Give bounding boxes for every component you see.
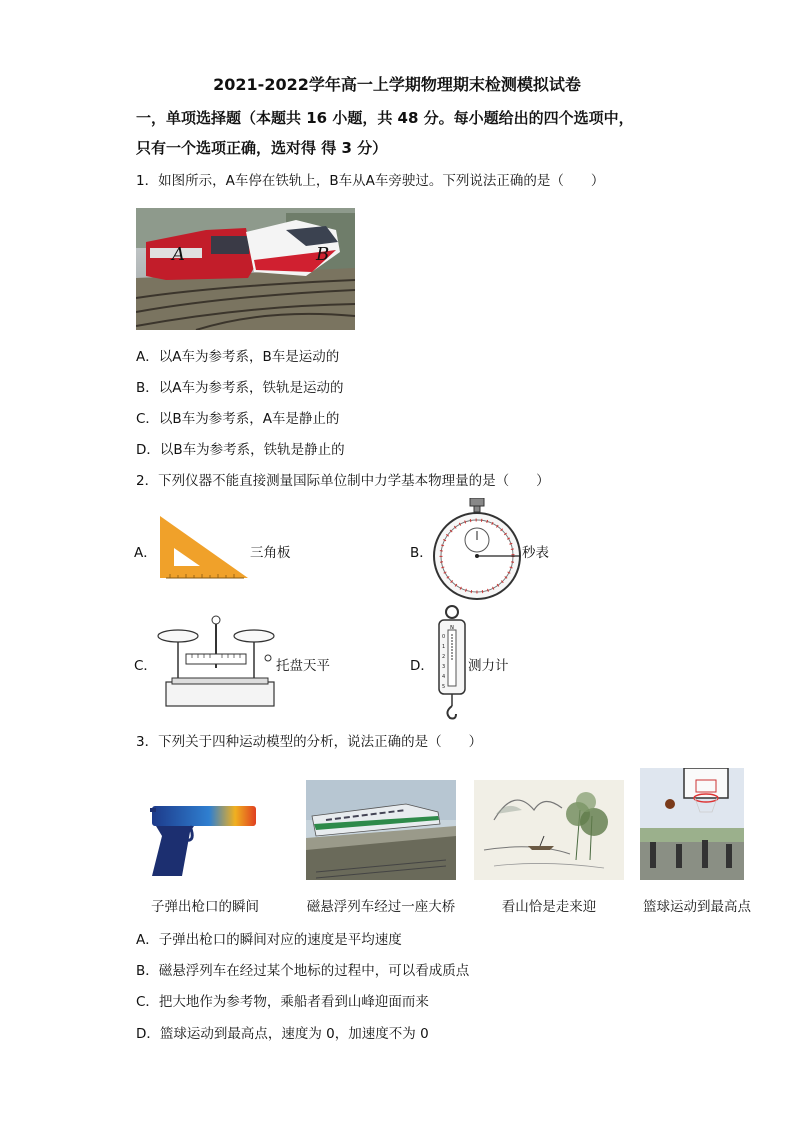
- question-1-option-d: D．以B车为参考系，铁轨是静止的: [136, 442, 345, 458]
- question-2-option-b-letter: B．: [410, 545, 433, 561]
- question-1-option-a: A．以A车为参考系，B车是运动的: [136, 349, 340, 365]
- scale-mark-4: 4: [442, 674, 446, 680]
- balance-scale-icon: [156, 612, 280, 710]
- scale-mark-0: 0: [442, 634, 446, 640]
- caption-mountain: 看山恰是走来迎: [501, 899, 597, 915]
- trains-photo: [136, 208, 355, 330]
- question-2-option-a-letter: A．: [134, 545, 157, 561]
- question-2-option-c-letter: C．: [134, 658, 157, 674]
- scale-mark-2: 2: [442, 654, 446, 660]
- train-label-b: B: [316, 244, 330, 265]
- basketball-photo: [640, 768, 744, 880]
- question-3-stem: 3．下列关于四种运动模型的分析，说法正确的是（ ）: [136, 734, 483, 750]
- train-label-a: A: [172, 244, 185, 265]
- question-1-option-b: B．以A车为参考系，铁轨是运动的: [136, 380, 344, 396]
- section-header-line2: 只有一个选项正确，选对得 得 3 分）: [136, 139, 388, 157]
- caption-maglev: 磁悬浮列车经过一座大桥: [306, 899, 456, 915]
- question-2-option-d-name: 测力计: [468, 658, 509, 674]
- caption-basketball: 篮球运动到最高点: [643, 899, 751, 915]
- question-3-option-b: B．磁悬浮列车在经过某个地标的过程中，可以看成质点: [136, 963, 470, 979]
- scale-mark-3: 3: [442, 664, 446, 670]
- pistol-image: [146, 796, 260, 880]
- caption-bullet: 子弹出枪口的瞬间: [151, 899, 259, 915]
- question-2-option-a-name: 三角板: [250, 545, 291, 561]
- question-1-stem: 1．如图所示，A车停在铁轨上，B车从A车旁驶过。下列说法正确的是（ ）: [136, 173, 605, 189]
- spring-scale-icon: [434, 604, 470, 722]
- question-2-option-c-name: 托盘天平: [276, 658, 330, 674]
- stopwatch-icon: [432, 498, 522, 602]
- question-2-option-b-name: 秒表: [522, 545, 549, 561]
- page-title: 2021-2022学年高一上学期物理期末检测模拟试卷: [213, 75, 581, 94]
- scale-mark-5: 5: [442, 684, 446, 690]
- scale-unit-label: N: [450, 625, 454, 631]
- triangle-ruler-icon: [156, 514, 250, 580]
- question-1-option-c: C．以B车为参考系，A车是静止的: [136, 411, 340, 427]
- question-3-option-a: A．子弹出枪口的瞬间对应的速度是平均速度: [136, 932, 402, 948]
- maglev-train-image: [306, 780, 456, 880]
- ink-painting-image: [474, 780, 624, 880]
- question-2-option-d-letter: D．: [410, 658, 434, 674]
- question-3-option-d: D．篮球运动到最高点，速度为 0，加速度不为 0: [136, 1026, 429, 1042]
- scale-mark-1: 1: [442, 644, 446, 650]
- question-3-option-c: C．把大地作为参考物，乘船者看到山峰迎面而来: [136, 994, 429, 1010]
- question-2-stem: 2．下列仪器不能直接测量国际单位制中力学基本物理量的是（ ）: [136, 473, 550, 489]
- section-header-line1: 一，单项选择题（本题共 16 小题，共 48 分。每小题给出的四个选项中，: [136, 109, 634, 127]
